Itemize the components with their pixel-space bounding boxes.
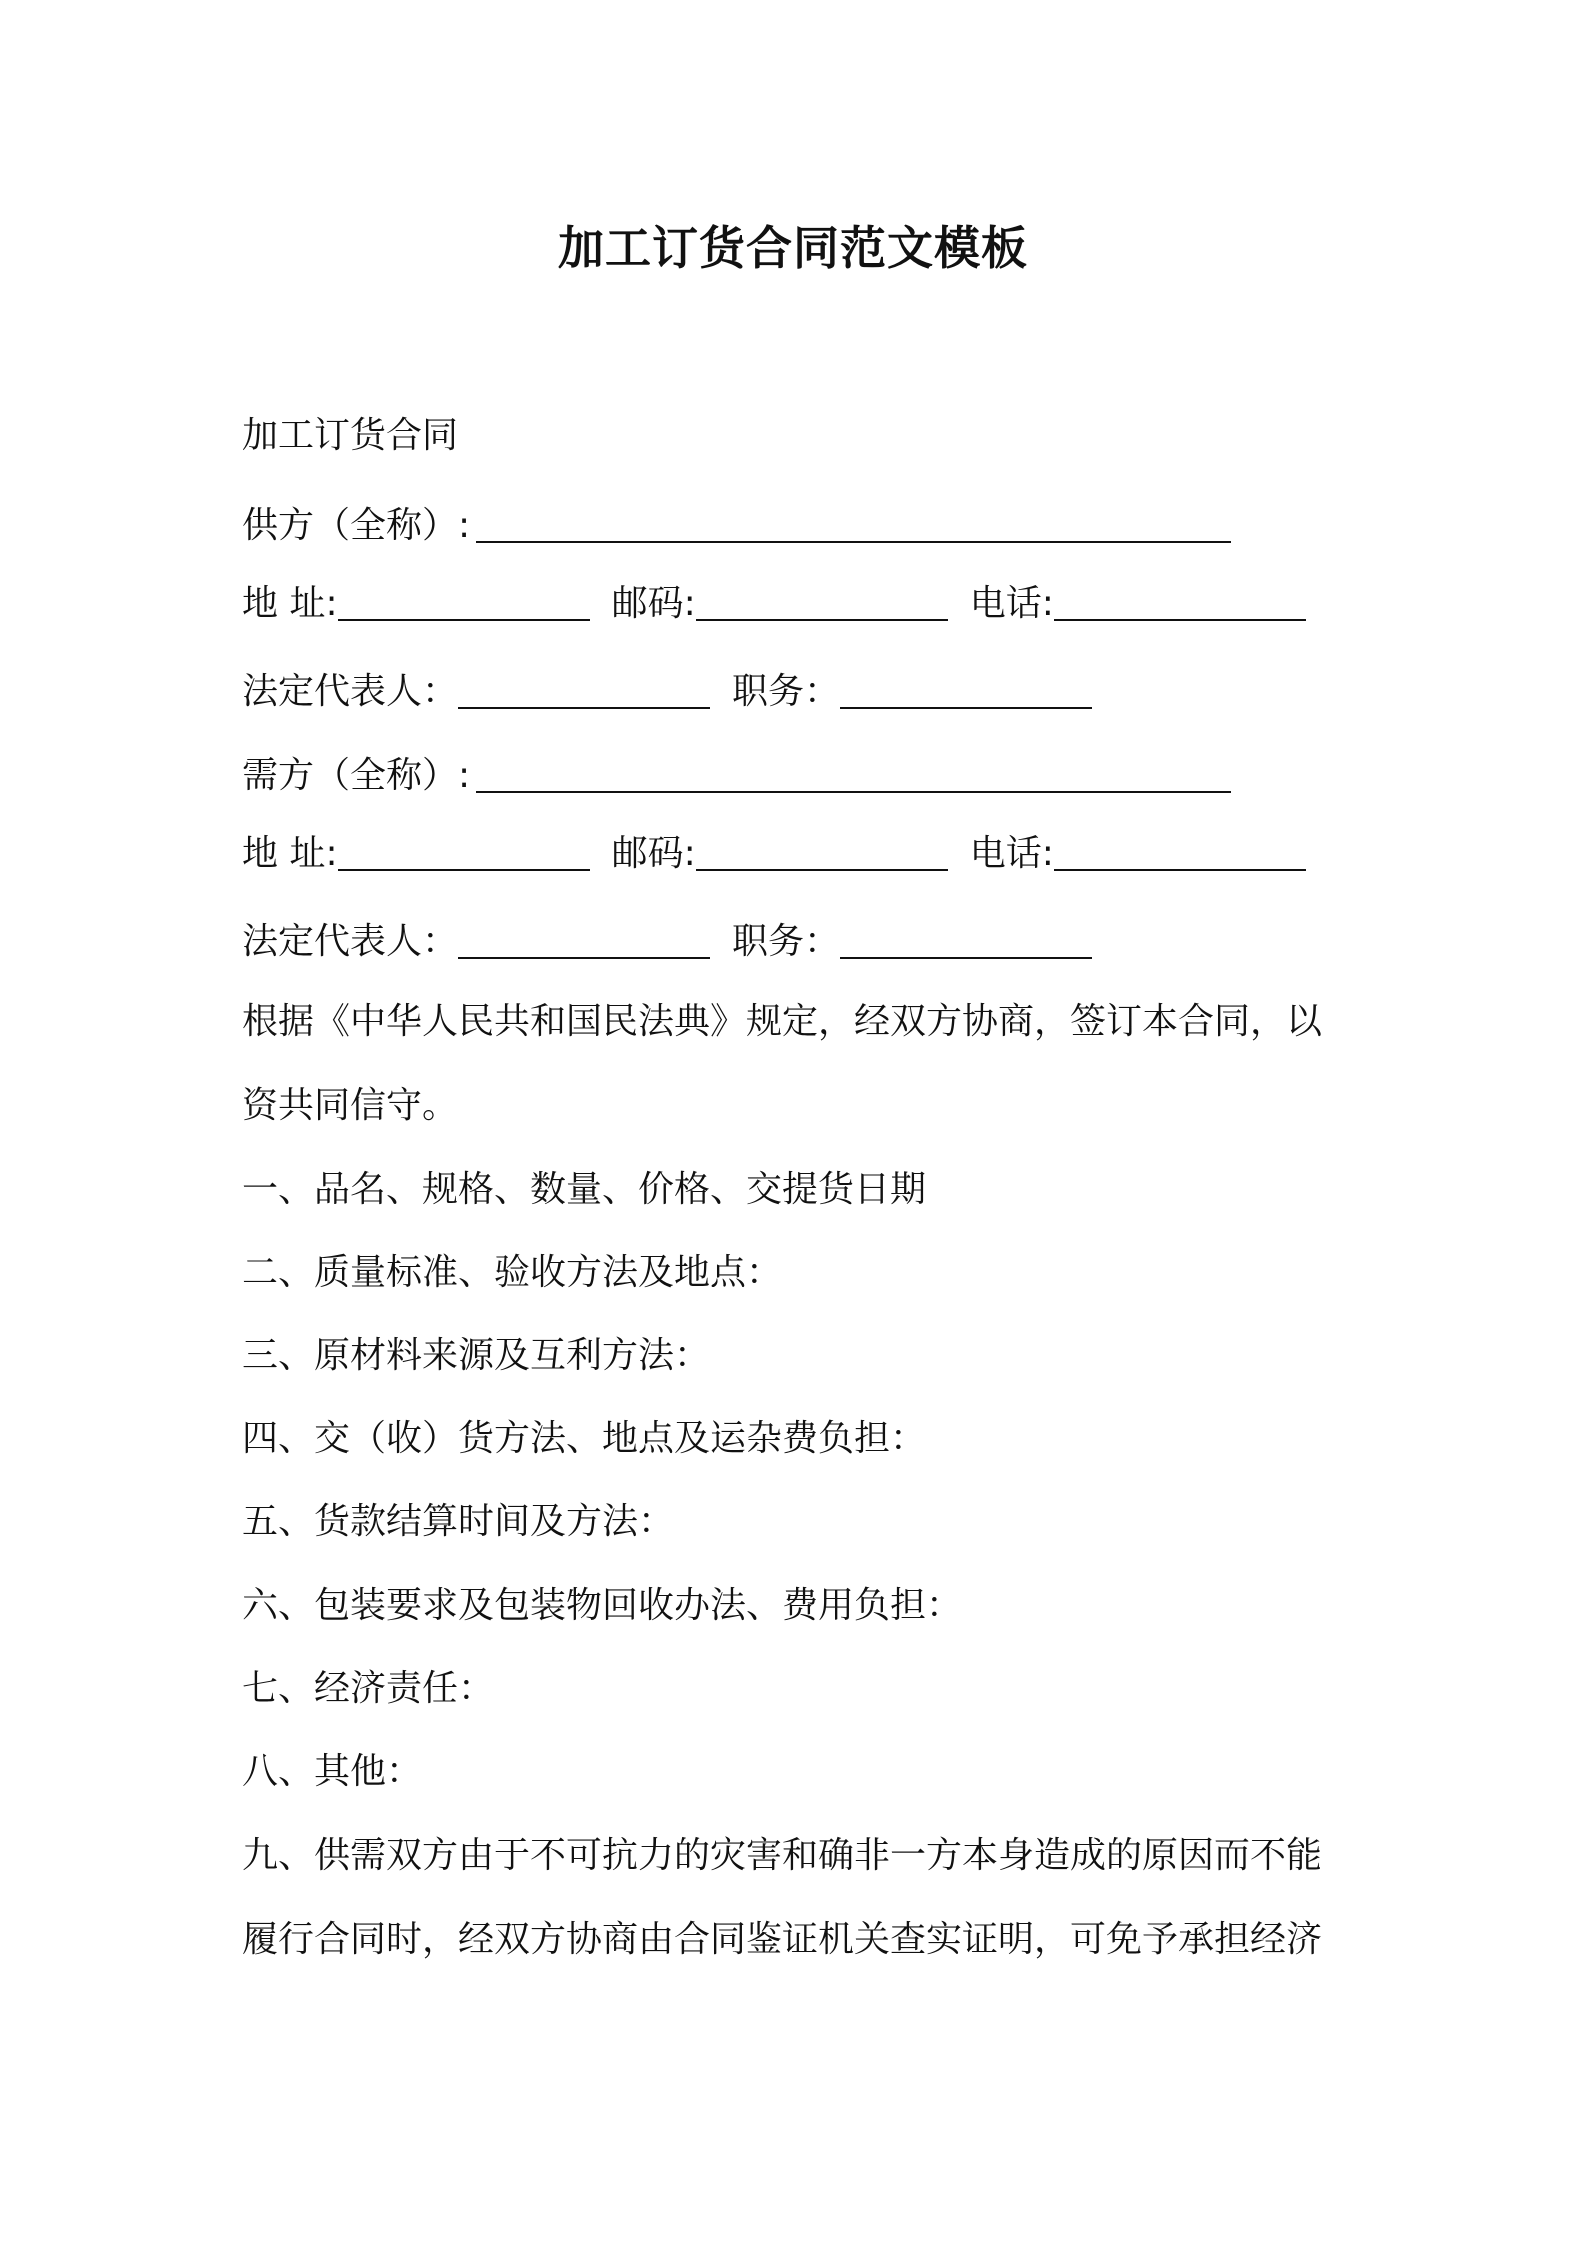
supplier-address-field[interactable] [338, 583, 590, 621]
preamble-line: 资共同信守。 [242, 1085, 459, 1126]
supplier-phone-field[interactable] [1054, 583, 1306, 621]
supplier-postcode-field[interactable] [696, 583, 948, 621]
supplier-address-label: 地 址: [242, 583, 338, 624]
buyer-rep-label: 法定代表人： [242, 921, 459, 962]
clause-item: 三、原材料来源及互利方法： [242, 1335, 711, 1376]
buyer-address-field[interactable] [338, 833, 590, 871]
supplier-postcode-label: 邮码: [611, 583, 696, 624]
supplier-rep-label: 法定代表人： [242, 671, 459, 712]
clause-item: 二、质量标准、验收方法及地点： [242, 1252, 783, 1293]
clause-item: 六、包装要求及包装物回收办法、费用负担： [242, 1585, 963, 1626]
buyer-name-label: 需方（全称）: [242, 755, 471, 796]
buyer-name-field[interactable] [476, 755, 1231, 793]
buyer-phone-label: 电话: [969, 833, 1054, 874]
supplier-name-label: 供方（全称）: [242, 505, 471, 546]
buyer-position-field[interactable] [840, 921, 1092, 959]
buyer-position-label: 职务： [732, 921, 841, 962]
supplier-name-field[interactable] [476, 505, 1231, 543]
supplier-rep-row [242, 670, 1092, 714]
clause-item: 八、其他： [242, 1751, 423, 1792]
buyer-rep-field[interactable] [458, 921, 710, 959]
buyer-postcode-label: 邮码: [611, 833, 696, 874]
buyer-postcode-field[interactable] [696, 833, 948, 871]
buyer-rep-row [242, 920, 1092, 964]
clause-nine-line: 履行合同时，经双方协商由合同鉴证机关查实证明，可免予承担经济 [242, 1919, 1323, 1960]
buyer-phone-field[interactable] [1054, 833, 1306, 871]
supplier-contact-row [242, 582, 1306, 626]
clause-nine-line: 九、供需双方由于不可抗力的灾害和确非一方本身造成的原因而不能 [242, 1835, 1323, 1876]
supplier-position-field[interactable] [840, 671, 1092, 709]
contract-name: 加工订货合同 [242, 415, 459, 456]
buyer-name-row [242, 754, 1231, 798]
buyer-address-label: 地 址: [242, 833, 338, 874]
supplier-rep-field[interactable] [458, 671, 710, 709]
clause-item: 一、品名、规格、数量、价格、交提货日期 [242, 1169, 927, 1210]
supplier-name-row [242, 504, 1231, 548]
document-title: 加工订货合同范文模板 [558, 221, 1028, 275]
clause-item: 七、经济责任： [242, 1668, 495, 1709]
supplier-phone-label: 电话: [969, 583, 1054, 624]
preamble-line: 根据《中华人民共和国民法典》规定，经双方协商，签订本合同，以 [242, 1001, 1323, 1042]
supplier-position-label: 职务： [732, 671, 841, 712]
clause-item: 五、货款结算时间及方法： [242, 1501, 675, 1542]
clause-item: 四、交（收）货方法、地点及运杂费负担： [242, 1418, 927, 1459]
buyer-contact-row [242, 832, 1306, 876]
